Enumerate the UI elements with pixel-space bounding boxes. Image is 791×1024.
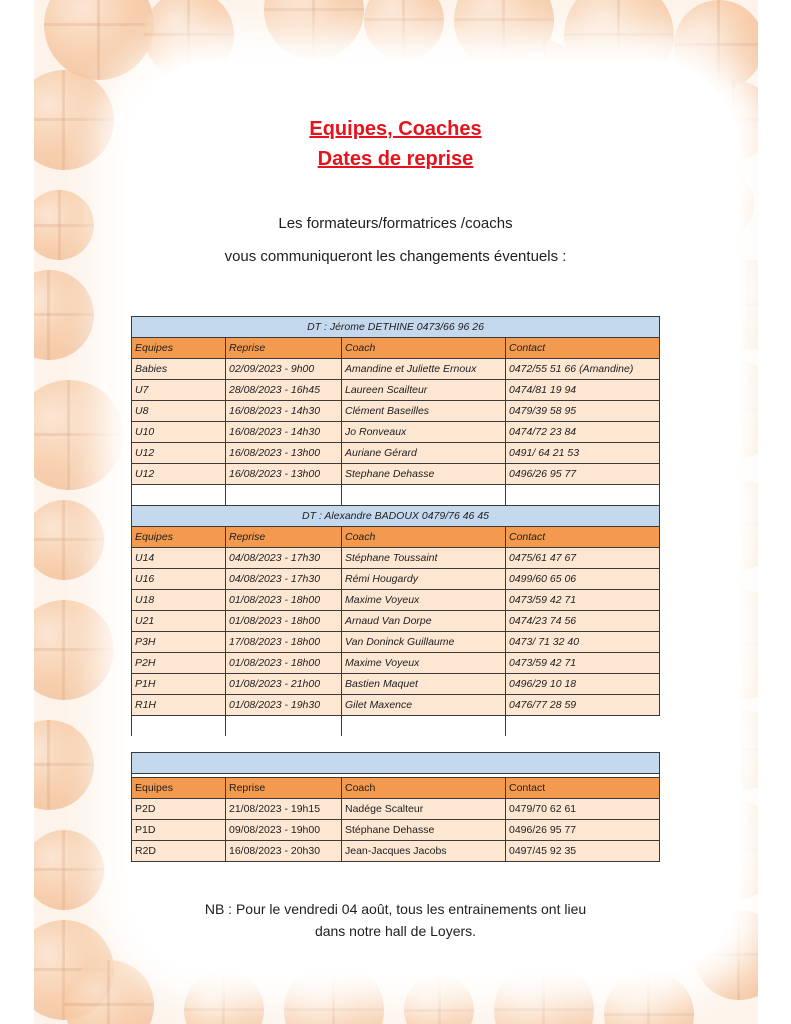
contact-cell: 0496/29 10 18 bbox=[506, 674, 660, 695]
coach-cell: Bastien Maquet bbox=[342, 674, 506, 695]
column-header: Equipes bbox=[132, 338, 226, 359]
table-row bbox=[132, 841, 660, 862]
basketball-icon bbox=[44, 0, 154, 80]
contact-cell: 0474/23 74 56 bbox=[506, 611, 660, 632]
contact-cell: 0476/77 28 59 bbox=[506, 695, 660, 716]
table-row bbox=[132, 380, 660, 401]
column-header: Reprise bbox=[226, 527, 342, 548]
contact-cell: 0473/59 42 71 bbox=[506, 590, 660, 611]
table-row bbox=[132, 359, 660, 380]
contact-cell: 0479/70 62 61 bbox=[506, 799, 660, 820]
contact-cell: 0479/39 58 95 bbox=[506, 401, 660, 422]
table-row bbox=[132, 695, 660, 716]
intro-line-1: Les formateurs/formatrices /coachs bbox=[278, 215, 513, 232]
date-cell: 21/08/2023 - 19h15 bbox=[226, 799, 342, 820]
basketball-icon bbox=[604, 970, 694, 1024]
coach-cell: Jo Ronveaux bbox=[342, 422, 506, 443]
coach-cell: Maxime Voyeux bbox=[342, 653, 506, 674]
intro-line-2: vous communiqueront les changements éventuels : bbox=[224, 248, 567, 265]
header-row bbox=[132, 527, 660, 548]
page-title: Equipes, Coaches bbox=[309, 118, 482, 140]
column-header: Reprise bbox=[226, 338, 342, 359]
table-row bbox=[132, 590, 660, 611]
basketball-icon bbox=[264, 0, 364, 60]
team-cell: P2D bbox=[132, 799, 226, 820]
team-cell: U18 bbox=[132, 590, 226, 611]
coach-cell: Amandine et Juliette Ernoux bbox=[342, 359, 506, 380]
schedule-table-1 bbox=[131, 316, 660, 736]
team-cell: Babies bbox=[132, 359, 226, 380]
date-cell: 28/08/2023 - 16h45 bbox=[226, 380, 342, 401]
date-cell: 01/08/2023 - 21h00 bbox=[226, 674, 342, 695]
team-cell: U7 bbox=[132, 380, 226, 401]
table-row bbox=[132, 799, 660, 820]
date-cell: 01/08/2023 - 18h00 bbox=[226, 653, 342, 674]
dt-label: DT : Jérome DETHINE 0473/66 96 26 bbox=[132, 317, 660, 338]
dt-row bbox=[132, 317, 660, 338]
column-header: Equipes bbox=[132, 778, 226, 799]
blank-row bbox=[132, 485, 660, 506]
contact-cell: 0474/81 19 94 bbox=[506, 380, 660, 401]
coach-cell: Van Doninck Guillaume bbox=[342, 632, 506, 653]
table-row bbox=[132, 653, 660, 674]
basketball-icon bbox=[404, 975, 474, 1024]
table-row bbox=[132, 401, 660, 422]
team-cell: U14 bbox=[132, 548, 226, 569]
coach-cell: Jean-Jacques Jacobs bbox=[342, 841, 506, 862]
coach-cell: Laureen Scailteur bbox=[342, 380, 506, 401]
table-row bbox=[132, 674, 660, 695]
contact-cell: 0475/61 47 67 bbox=[506, 548, 660, 569]
coach-cell: Stéphane Toussaint bbox=[342, 548, 506, 569]
column-header: Reprise bbox=[226, 778, 342, 799]
column-header: Contact bbox=[506, 338, 660, 359]
contact-cell: 0491/ 64 21 53 bbox=[506, 443, 660, 464]
column-header: Contact bbox=[506, 527, 660, 548]
table-row bbox=[132, 443, 660, 464]
coach-cell: Maxime Voyeux bbox=[342, 590, 506, 611]
table-row bbox=[132, 611, 660, 632]
header-row bbox=[132, 778, 660, 799]
coach-cell: Clément Baseilles bbox=[342, 401, 506, 422]
column-header: Contact bbox=[506, 778, 660, 799]
date-cell: 04/08/2023 - 17h30 bbox=[226, 548, 342, 569]
table-row bbox=[132, 422, 660, 443]
team-cell: U21 bbox=[132, 611, 226, 632]
schedule-table-2 bbox=[131, 752, 660, 862]
date-cell: 01/08/2023 - 18h00 bbox=[226, 590, 342, 611]
contact-cell: 0497/45 92 35 bbox=[506, 841, 660, 862]
date-cell: 17/08/2023 - 18h00 bbox=[226, 632, 342, 653]
contact-cell: 0473/ 71 32 40 bbox=[506, 632, 660, 653]
date-cell: 01/08/2023 - 19h30 bbox=[226, 695, 342, 716]
team-cell: U12 bbox=[132, 464, 226, 485]
date-cell: 01/08/2023 - 18h00 bbox=[226, 611, 342, 632]
date-cell: 16/08/2023 - 13h00 bbox=[226, 464, 342, 485]
header-row bbox=[132, 338, 660, 359]
note-line-1: NB : Pour le vendredi 04 août, tous les entrainements ont lieu bbox=[204, 901, 587, 917]
blank-row bbox=[132, 716, 660, 737]
date-cell: 16/08/2023 - 14h30 bbox=[226, 401, 342, 422]
dt-label bbox=[132, 753, 660, 774]
column-header: Coach bbox=[342, 778, 506, 799]
basketball-icon bbox=[34, 600, 114, 700]
contact-cell: 0496/26 95 77 bbox=[506, 464, 660, 485]
date-cell: 16/08/2023 - 20h30 bbox=[226, 841, 342, 862]
coach-cell: Rémi Hougardy bbox=[342, 569, 506, 590]
date-cell: 09/08/2023 - 19h00 bbox=[226, 820, 342, 841]
contact-cell: 0472/55 51 66 (Amandine) bbox=[506, 359, 660, 380]
contact-cell: 0499/60 65 06 bbox=[506, 569, 660, 590]
contact-cell: 0496/26 95 77 bbox=[506, 820, 660, 841]
team-cell: U8 bbox=[132, 401, 226, 422]
contact-cell: 0474/72 23 84 bbox=[506, 422, 660, 443]
coach-cell: Stephane Dehasse bbox=[342, 464, 506, 485]
page-subtitle: Dates de reprise bbox=[317, 148, 474, 170]
team-cell: R1H bbox=[132, 695, 226, 716]
dt-row bbox=[132, 753, 660, 774]
table-row bbox=[132, 569, 660, 590]
contact-cell: 0473/59 42 71 bbox=[506, 653, 660, 674]
column-header: Equipes bbox=[132, 527, 226, 548]
basketball-icon bbox=[34, 500, 104, 580]
team-cell: P1D bbox=[132, 820, 226, 841]
coach-cell: Gilet Maxence bbox=[342, 695, 506, 716]
dt-row bbox=[132, 506, 660, 527]
team-cell: P2H bbox=[132, 653, 226, 674]
column-header: Coach bbox=[342, 338, 506, 359]
dt-label: DT : Alexandre BADOUX 0479/76 46 45 bbox=[132, 506, 660, 527]
column-header: Coach bbox=[342, 527, 506, 548]
team-cell: P3H bbox=[132, 632, 226, 653]
basketball-icon bbox=[34, 380, 124, 490]
table-row bbox=[132, 632, 660, 653]
table-row bbox=[132, 820, 660, 841]
date-cell: 02/09/2023 - 9h00 bbox=[226, 359, 342, 380]
table-row bbox=[132, 548, 660, 569]
basketball-icon bbox=[34, 720, 94, 810]
table-row bbox=[132, 464, 660, 485]
team-cell: R2D bbox=[132, 841, 226, 862]
date-cell: 16/08/2023 - 13h00 bbox=[226, 443, 342, 464]
basketball-icon bbox=[34, 270, 94, 360]
coach-cell: Nadége Scalteur bbox=[342, 799, 506, 820]
coach-cell: Auriane Gérard bbox=[342, 443, 506, 464]
date-cell: 04/08/2023 - 17h30 bbox=[226, 569, 342, 590]
coach-cell: Arnaud Van Dorpe bbox=[342, 611, 506, 632]
team-cell: U10 bbox=[132, 422, 226, 443]
basketball-icon bbox=[364, 0, 444, 60]
date-cell: 16/08/2023 - 14h30 bbox=[226, 422, 342, 443]
team-cell: U12 bbox=[132, 443, 226, 464]
coach-cell: Stéphane Dehasse bbox=[342, 820, 506, 841]
team-cell: U16 bbox=[132, 569, 226, 590]
team-cell: P1H bbox=[132, 674, 226, 695]
basketball-icon bbox=[184, 970, 264, 1024]
note-line-2: dans notre hall de Loyers. bbox=[314, 923, 477, 939]
